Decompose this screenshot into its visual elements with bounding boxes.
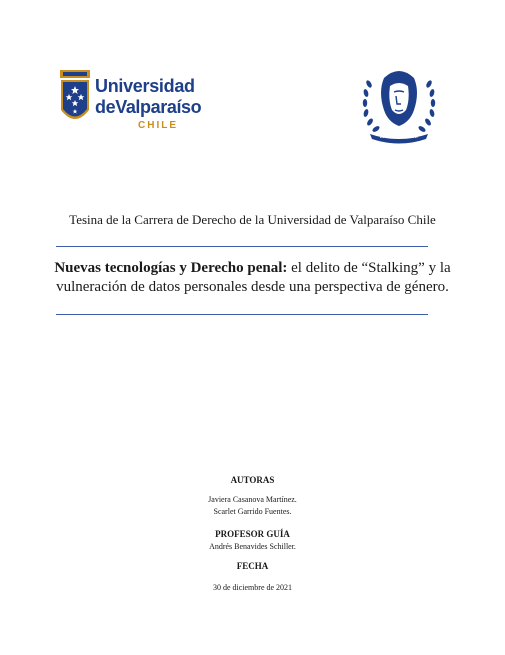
authors-heading: AUTORAS <box>230 475 275 485</box>
date-heading: FECHA <box>236 561 269 571</box>
faculty-emblem <box>360 66 438 146</box>
laurel-portrait-icon <box>360 66 438 146</box>
university-name-line1: Universidad <box>95 76 195 96</box>
divider-bottom <box>56 314 428 315</box>
divider-top <box>56 246 428 247</box>
university-country: CHILE <box>138 120 178 131</box>
title-line2: vulneración de datos personales desde una perspectiva de género. <box>56 279 449 295</box>
date-value: 30 de diciembre de 2021 <box>212 583 293 592</box>
thesis-subtitle: Tesina de la Carrera de Derecho de la Universidad de Valparaíso Chile <box>69 212 436 227</box>
title-line1-rest: el delito de “Stalking” y la <box>287 260 451 276</box>
advisor-name: Andrés Benavides Schiller. <box>209 542 296 551</box>
advisor-heading: PROFESOR GUÍA <box>215 529 290 539</box>
title-line1 <box>0 259 505 278</box>
shield-icon <box>60 70 90 128</box>
university-name-line2: deValparaíso <box>95 97 202 117</box>
thesis-title <box>0 259 505 297</box>
university-logo <box>60 70 202 131</box>
author-name-1: Javiera Casanova Martínez. <box>208 495 297 504</box>
title-bold: Nuevas tecnologías y Derecho penal: <box>54 260 288 276</box>
author-name-2: Scarlet Garrido Fuentes. <box>213 507 292 516</box>
